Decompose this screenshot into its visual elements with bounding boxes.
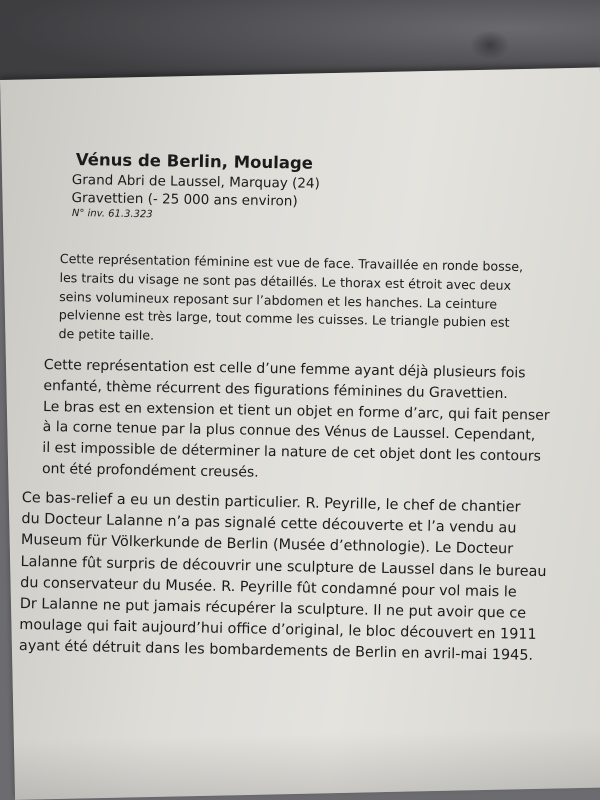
paragraph-line: à la corne tenue par la plus connue des Vénus de Laussel. Cependant, bbox=[42, 419, 536, 444]
paragraph-description bbox=[58, 250, 523, 352]
paragraph-line: du Docteur Lalanne n’a pas signalé cette découverte et l’a vendu au bbox=[21, 511, 517, 537]
paragraph-history bbox=[19, 488, 548, 668]
placard-shading bbox=[14, 727, 600, 800]
paragraph-line: pelvienne est très large, tout comme les cuisses. Le triangle pubien est bbox=[58, 307, 510, 331]
paragraph-line: Dr Lalanne ne put jamais récupérer la sculpture. Il ne put avoir que ce bbox=[19, 595, 527, 622]
paragraph-line: Museum für Völkerkunde de Berlin (Musée d’ethnologie). Le Docteur bbox=[20, 532, 514, 558]
paragraph-line: il est impossible de déterminer la nature de cet objet dont les contours bbox=[42, 440, 542, 465]
paragraph-line: Cette représentation féminine est vue de face. Travaillée en ronde bosse, bbox=[59, 250, 524, 275]
paragraph-line: Ce bas-relief a eu un destin particulier. R. Peyrille, le chef de chantier bbox=[21, 489, 521, 516]
paragraph-line: ayant été détruit dans les bombardements de Berlin en avril-mai 1945. bbox=[18, 638, 534, 665]
paragraph-line: Le bras est en extension et tient un objet en forme d’arc, qui fait penser bbox=[42, 398, 550, 424]
paragraph-line: seins volumineux reposant sur l’abdomen et les hanches. La ceinture bbox=[59, 288, 498, 312]
paragraph-line: ont été profondément creusés. bbox=[41, 460, 259, 481]
placard-subtitle bbox=[71, 171, 319, 211]
paragraph-interpretation bbox=[42, 355, 551, 489]
placard-location: Grand Abri de Laussel, Marquay (24) bbox=[71, 171, 320, 192]
paragraph-line: du conservateur du Musée. R. Peyrille fût condamné pour vol mais le bbox=[20, 574, 517, 601]
placard-title: Vénus de Berlin, Moulage bbox=[75, 150, 314, 173]
placard-period: Gravettien (- 25 000 ans environ) bbox=[71, 189, 298, 210]
paragraph-line: Lalanne fût surpris de découvrir une sculpture de Laussel dans le bureau bbox=[20, 553, 547, 580]
paragraph-line: Cette représentation est celle d’une femme ayant déjà plusieurs fois bbox=[43, 356, 526, 382]
paragraph-line: moulage qui fait aujourd’hui office d’original, le bloc découvert en 1911 bbox=[19, 617, 537, 644]
paragraph-line: les traits du visage ne sont pas détaillés. Le thorax est étroit avec deux bbox=[59, 269, 512, 293]
wall-mark bbox=[470, 30, 510, 60]
paragraph-line: de petite taille. bbox=[58, 326, 155, 343]
paragraph-line: enfanté, thème récurrent des figurations féminines du Gravettien. bbox=[43, 377, 508, 402]
placard-inventory-number: N° inv. 61.3.323 bbox=[71, 208, 153, 221]
